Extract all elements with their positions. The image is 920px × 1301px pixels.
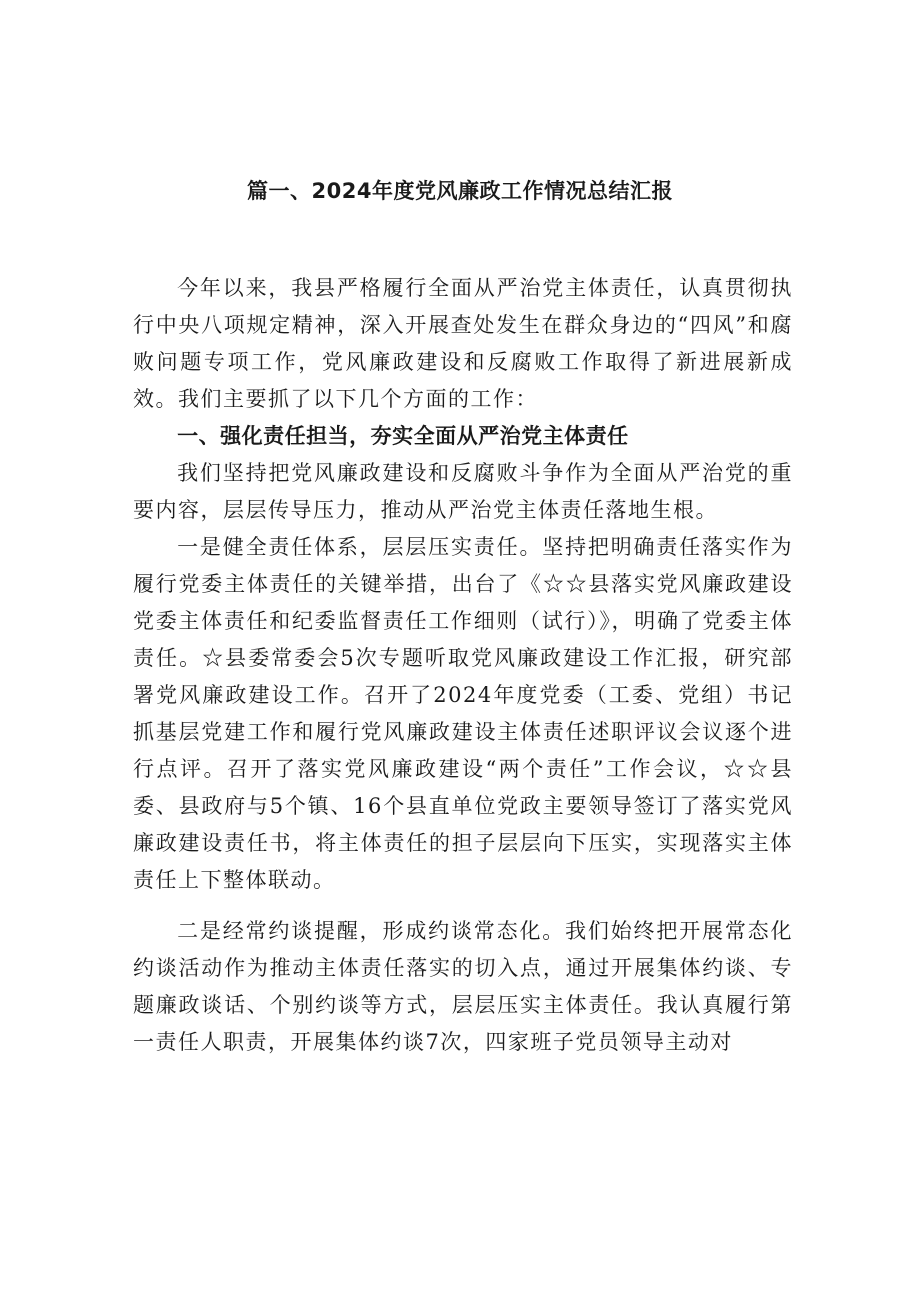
regular-talks-paragraph: 二是经常约谈提醒，形成约谈常态化。我们始终把开展常态化约谈活动作为推动主体责任落实的切入点，通过开展集体约谈、专题廉政谈话、个别约谈等方式，层层压实主体责任。我认真履行第一责任人职责，开展集体约谈7次，四家班子党员领导主动对 xyxy=(133,919,793,1054)
document-body xyxy=(133,270,793,1061)
section-intro-paragraph: 我们坚持把党风廉政建设和反腐败斗争作为全面从严治党的重要内容，层层传导压力，推动从严治党主体责任落地生根。 xyxy=(133,461,793,522)
intro-paragraph: 今年以来，我县严格履行全面从严治党主体责任，认真贯彻执行中央八项规定精神，深入开展查处发生在群众身边的“四风”和腐败问题专项工作，党风廉政建设和反腐败工作取得了新进展新成效。我们主要抓了以下几个方面的工作： xyxy=(133,276,793,411)
responsibility-system-paragraph: 一是健全责任体系，层层压实责任。坚持把明确责任落实作为履行党委主体责任的关键举措，出台了《☆☆县落实党风廉政建设党委主体责任和纪委监督责任工作细则（试行）》，明确了党委主体责任。☆县委常委会5次专题听取党风廉政建设工作汇报，研究部署党风廉政建设工作。召开了2024年度党委（工委、党组）书记抓基层党建工作和履行党风廉政建设主体责任述职评议会议逐个进行点评。召开了落实党风廉政建设“两个责任”工作会议，☆☆县委、县政府与5个镇、16个县直单位党政主要领导签订了落实党风廉政建设责任书，将主体责任的担子层层向下压实，实现落实主体责任上下整体联动。 xyxy=(133,535,793,892)
document-title: 篇一、2024年度党风廉政工作情况总结汇报 xyxy=(247,179,673,203)
section-heading: 一、强化责任担当，夯实全面从严治党主体责任 xyxy=(177,424,629,448)
